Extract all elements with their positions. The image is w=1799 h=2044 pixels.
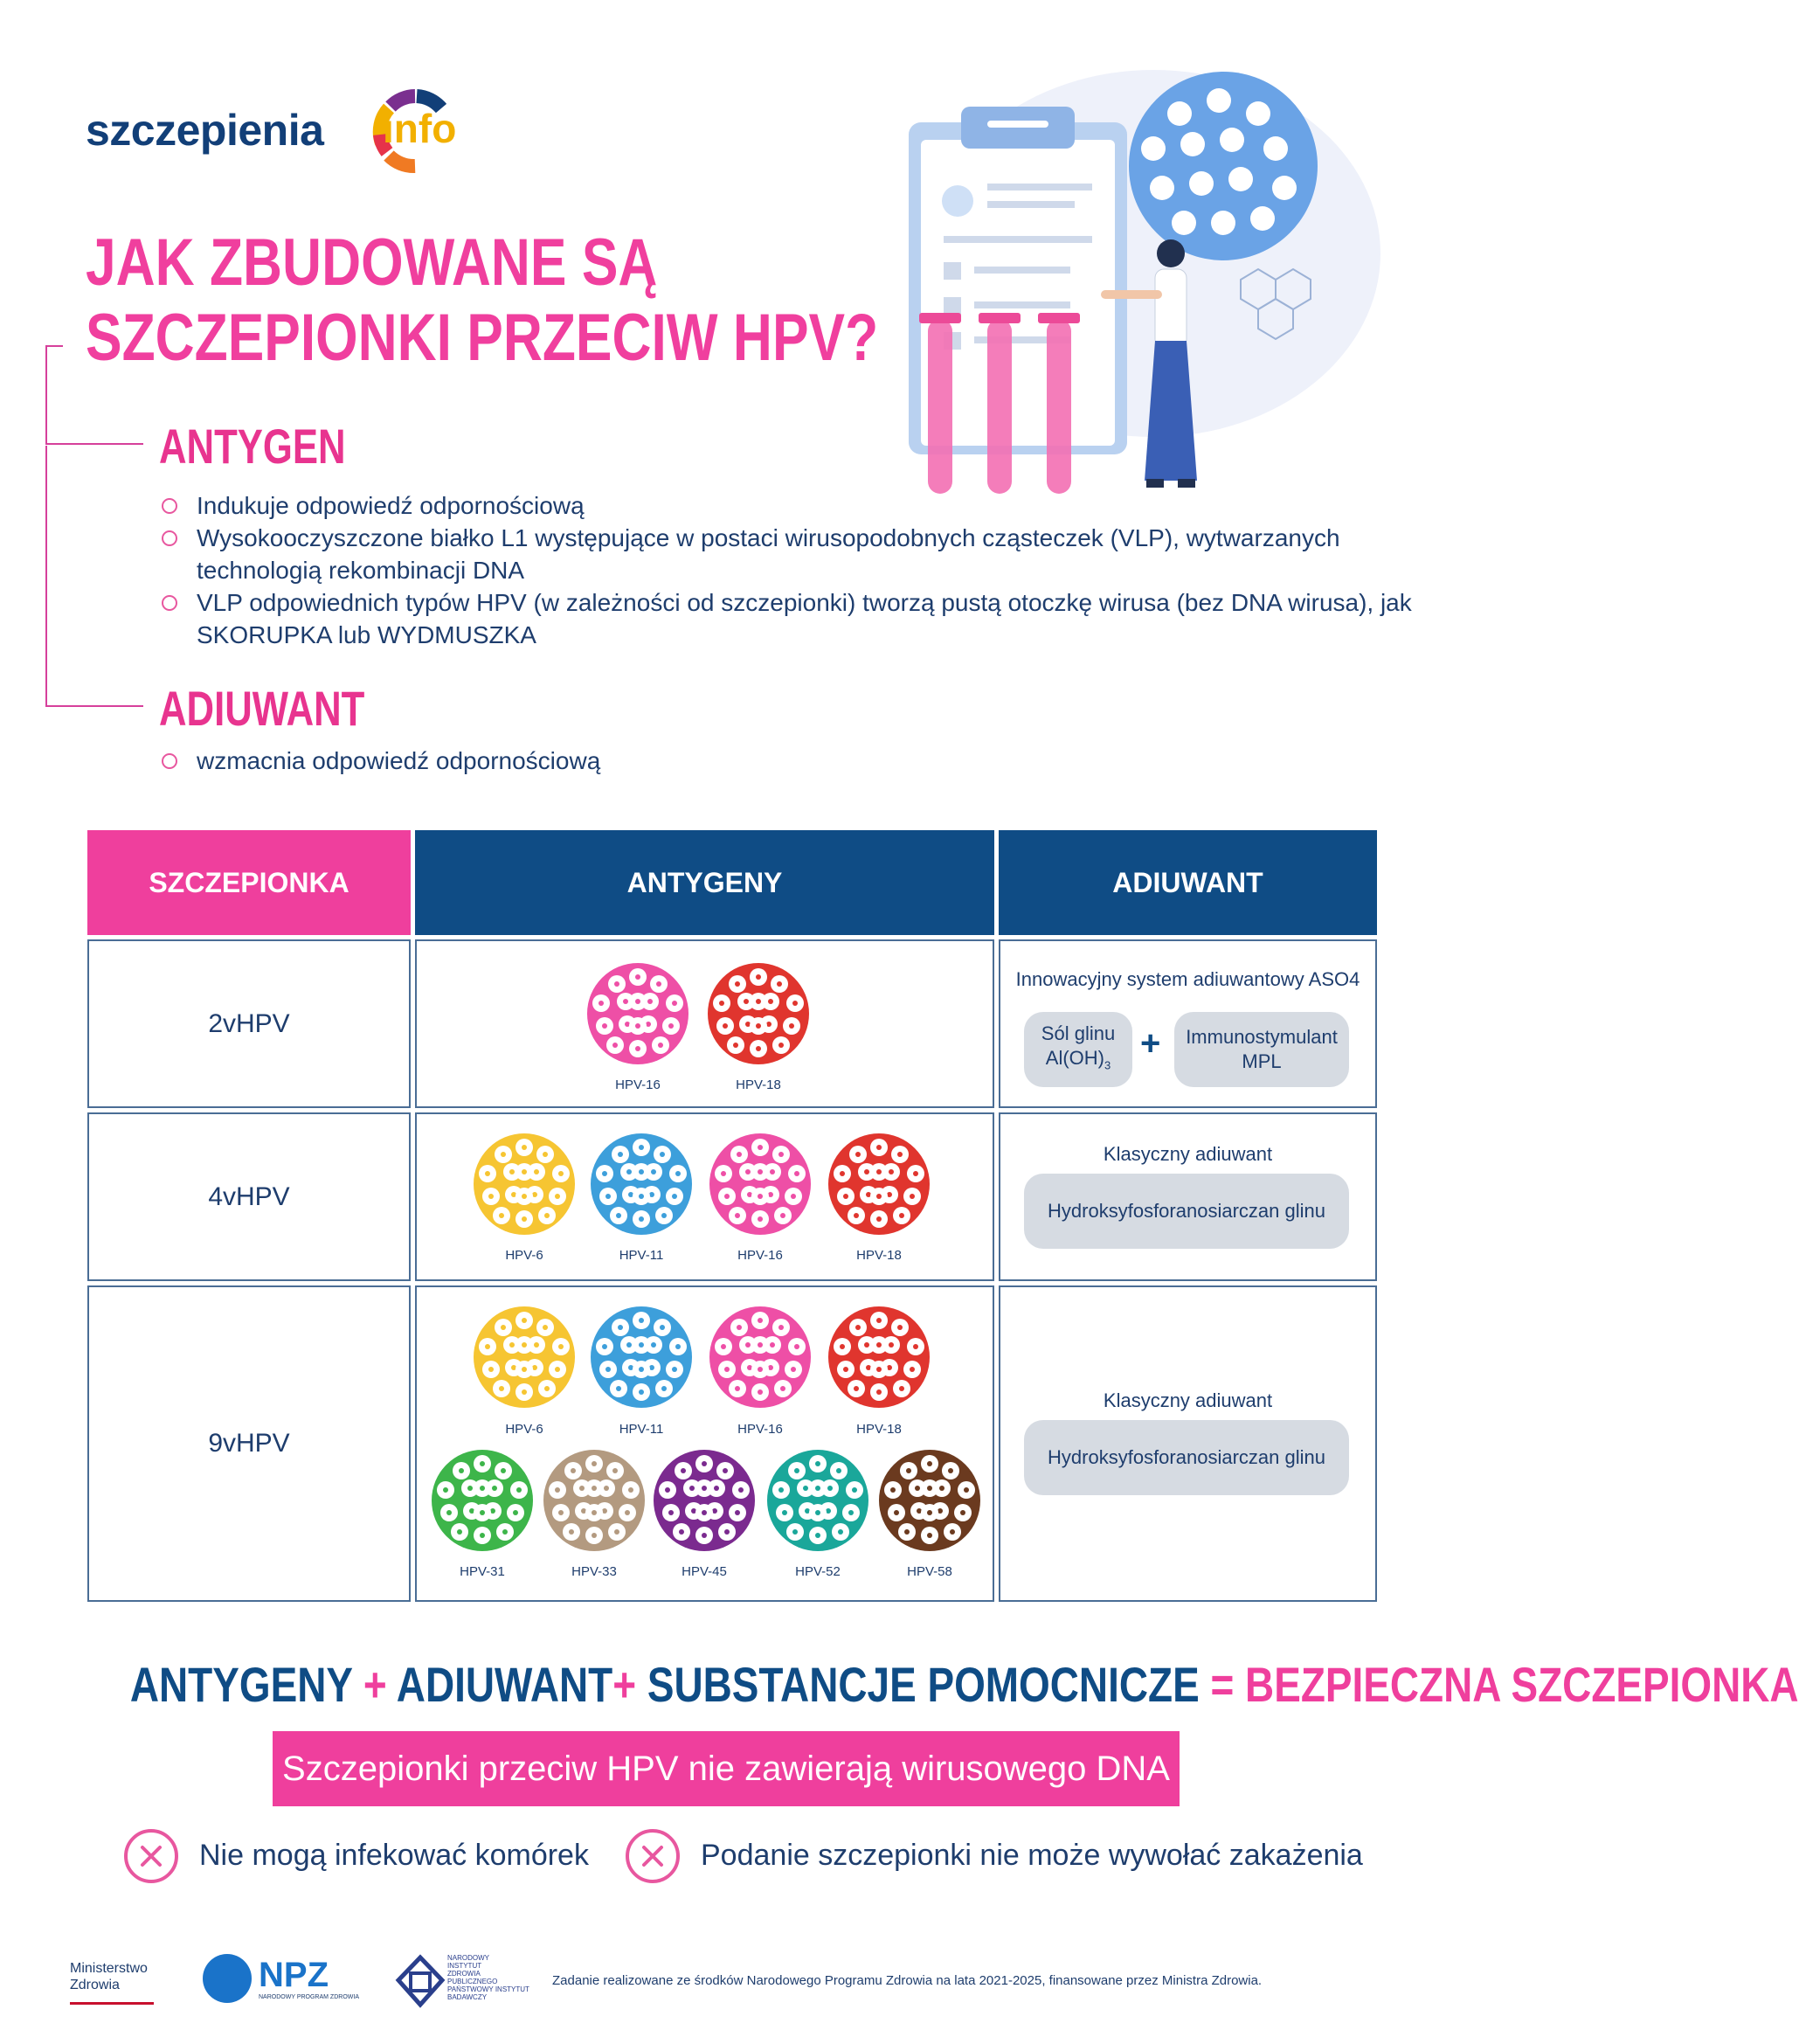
virus-label: HPV-18 [856,1248,902,1263]
bullet-circle-icon [162,753,177,769]
table-cell-vaccine-9v: 9vHPV [87,1285,411,1602]
virus-label: HPV-16 [615,1077,661,1092]
virus-particle-icon [650,1446,758,1555]
virus-label: HPV-45 [682,1564,727,1579]
page-title-line1: JAK ZBUDOWANE SĄ [86,225,658,300]
npz-logo-icon [203,1954,252,2003]
virus-label: HPV-18 [736,1077,781,1092]
bracket-line [45,345,47,444]
table-header-antygeny: ANTYGENY [415,830,994,935]
nizp-logo-icon [395,1954,446,2008]
ministry-logo: Ministerstwo Zdrowia [70,1960,154,2005]
virus-particle-icon [706,1303,814,1411]
bullet-circle-icon [162,498,177,514]
virus-particle-icon [584,960,692,1068]
note-no-disease: Podanie szczepionki nie może wywołać zakażenia [701,1839,1363,1872]
virus-label: HPV-6 [505,1422,543,1437]
page-title-line2: SZCZEPIONKI PRZECIW HPV? [86,301,879,375]
formula-adiuwant: ADIUWANT [396,1657,613,1712]
virus-label: HPV-11 [619,1422,664,1437]
logo-info-text: info [383,106,457,151]
adjuvant-pill-immunostymulant: Immunostymulant MPL [1174,1012,1349,1087]
virus-particle-icon [587,1303,695,1411]
nizp-logo-text: NARODOWY INSTYTUT ZDROWIA PUBLICZNEGO PAŃSTWOWY INSTYTUT BADAWCZY [447,1954,529,2001]
bullet-circle-icon [162,530,177,546]
adiuwant-list [162,745,948,777]
bracket-connector-antygen [45,443,143,445]
virus-particle-icon [428,1446,536,1555]
adjuvant-pill-salt: Sól glinu $Al(OH)_3$ [1024,1012,1132,1087]
table-cell-vaccine-4v: 4vHPV [87,1112,411,1281]
virus-label: HPV-6 [505,1248,543,1263]
virus-particle-icon [706,1130,814,1238]
virus-particle-icon [470,1130,578,1238]
funding-note: Zadanie realizowane ze środków Narodowego Programu Zdrowia na lata 2021-2025, finansowane przez Ministra Zdrowia. [552,1973,1263,1988]
npz-logo-text: NPZ [259,1956,329,1994]
table-cell-vaccine-2v: 2vHPV [87,939,411,1108]
formula-line [129,1656,1799,1713]
virus-label: HPV-16 [737,1422,783,1437]
virus-particle-icon [470,1303,578,1411]
plus-icon: + [1140,1024,1161,1063]
page-title [86,225,878,376]
logo-wordmark: szczepienia [86,106,324,155]
virus-particle-icon [825,1130,933,1238]
adjuvant-pill-4v: Hydroksyfosforanosiarczan glinu [1024,1174,1349,1249]
formula-result: BEZPIECZNA SZCZEPIONKA [1245,1657,1799,1712]
antygen-heading: ANTYGEN [159,419,346,474]
list-item: Indukuje odpowiedź odpornościową [162,489,1385,522]
ministry-red-bar [70,2002,154,2005]
doctor-clipboard-illustration [891,52,1380,507]
bracket-line-lower [45,446,47,706]
virus-label: HPV-16 [737,1248,783,1263]
no-dna-banner: Szczepionki przeciw HPV nie zawierają wirusowego DNA [273,1731,1180,1806]
virus-particle-icon [825,1303,933,1411]
formula-plus: + [352,1657,397,1712]
virus-particle-icon [704,960,813,1068]
formula-equals: = [1199,1657,1246,1712]
virus-particle-icon [587,1130,695,1238]
adjuvant-title-9v: Klasyczny adiuwant [1103,1389,1273,1411]
table-header-adiuwant: ADIUWANT [999,830,1377,935]
virus-label: HPV-11 [619,1248,664,1263]
virus-label: HPV-18 [856,1422,902,1437]
npz-logo-subtitle: NARODOWY PROGRAM ZDROWIA [259,1994,359,2000]
bracket-connector-adiuwant [45,705,143,707]
list-item: Wysokooczyszczone białko L1 występujące w postaci wirusopodobnych cząsteczek (VLP), wytwarzanych technologią rekombinacji DNA [162,522,1359,586]
table-header-szczepionka: SZCZEPIONKA [87,830,411,935]
virus-particle-icon [764,1446,872,1555]
virus-particle-icon [875,1446,984,1555]
formula-plus: + [612,1657,647,1712]
adiuwant-heading: ADIUWANT [159,681,365,736]
bullet-circle-icon [162,595,177,611]
adjuvant-pill-9v: Hydroksyfosforanosiarczan glinu [1024,1420,1349,1495]
virus-label: HPV-31 [460,1564,505,1579]
antygen-list [162,489,1412,651]
list-item: wzmacnia odpowiedź odpornościową [162,745,948,777]
x-circle-icon [626,1829,680,1883]
virus-label: HPV-58 [907,1564,952,1579]
note-no-infection: Nie mogą infekować komórek [199,1839,589,1872]
adjuvant-title-2v: Innowacyjny system adiuwantowy ASO4 [1015,968,1360,990]
virus-label: HPV-52 [795,1564,841,1579]
list-item: VLP odpowiednich typów HPV (w zależności od szczepionki) tworzą pustą otoczkę wirusa (bez DNA wirusa), jak SKORUPKA lub WYDMUSZKA [162,586,1420,651]
bracket-tick [45,345,63,347]
formula-antygeny: ANTYGENY [129,1657,353,1712]
x-circle-icon [124,1829,178,1883]
formula-substancje: SUBSTANCJE POMOCNICZE [647,1657,1200,1712]
adjuvant-title-4v: Klasyczny adiuwant [1103,1143,1273,1165]
virus-label: HPV-33 [571,1564,617,1579]
virus-particle-icon [540,1446,648,1555]
